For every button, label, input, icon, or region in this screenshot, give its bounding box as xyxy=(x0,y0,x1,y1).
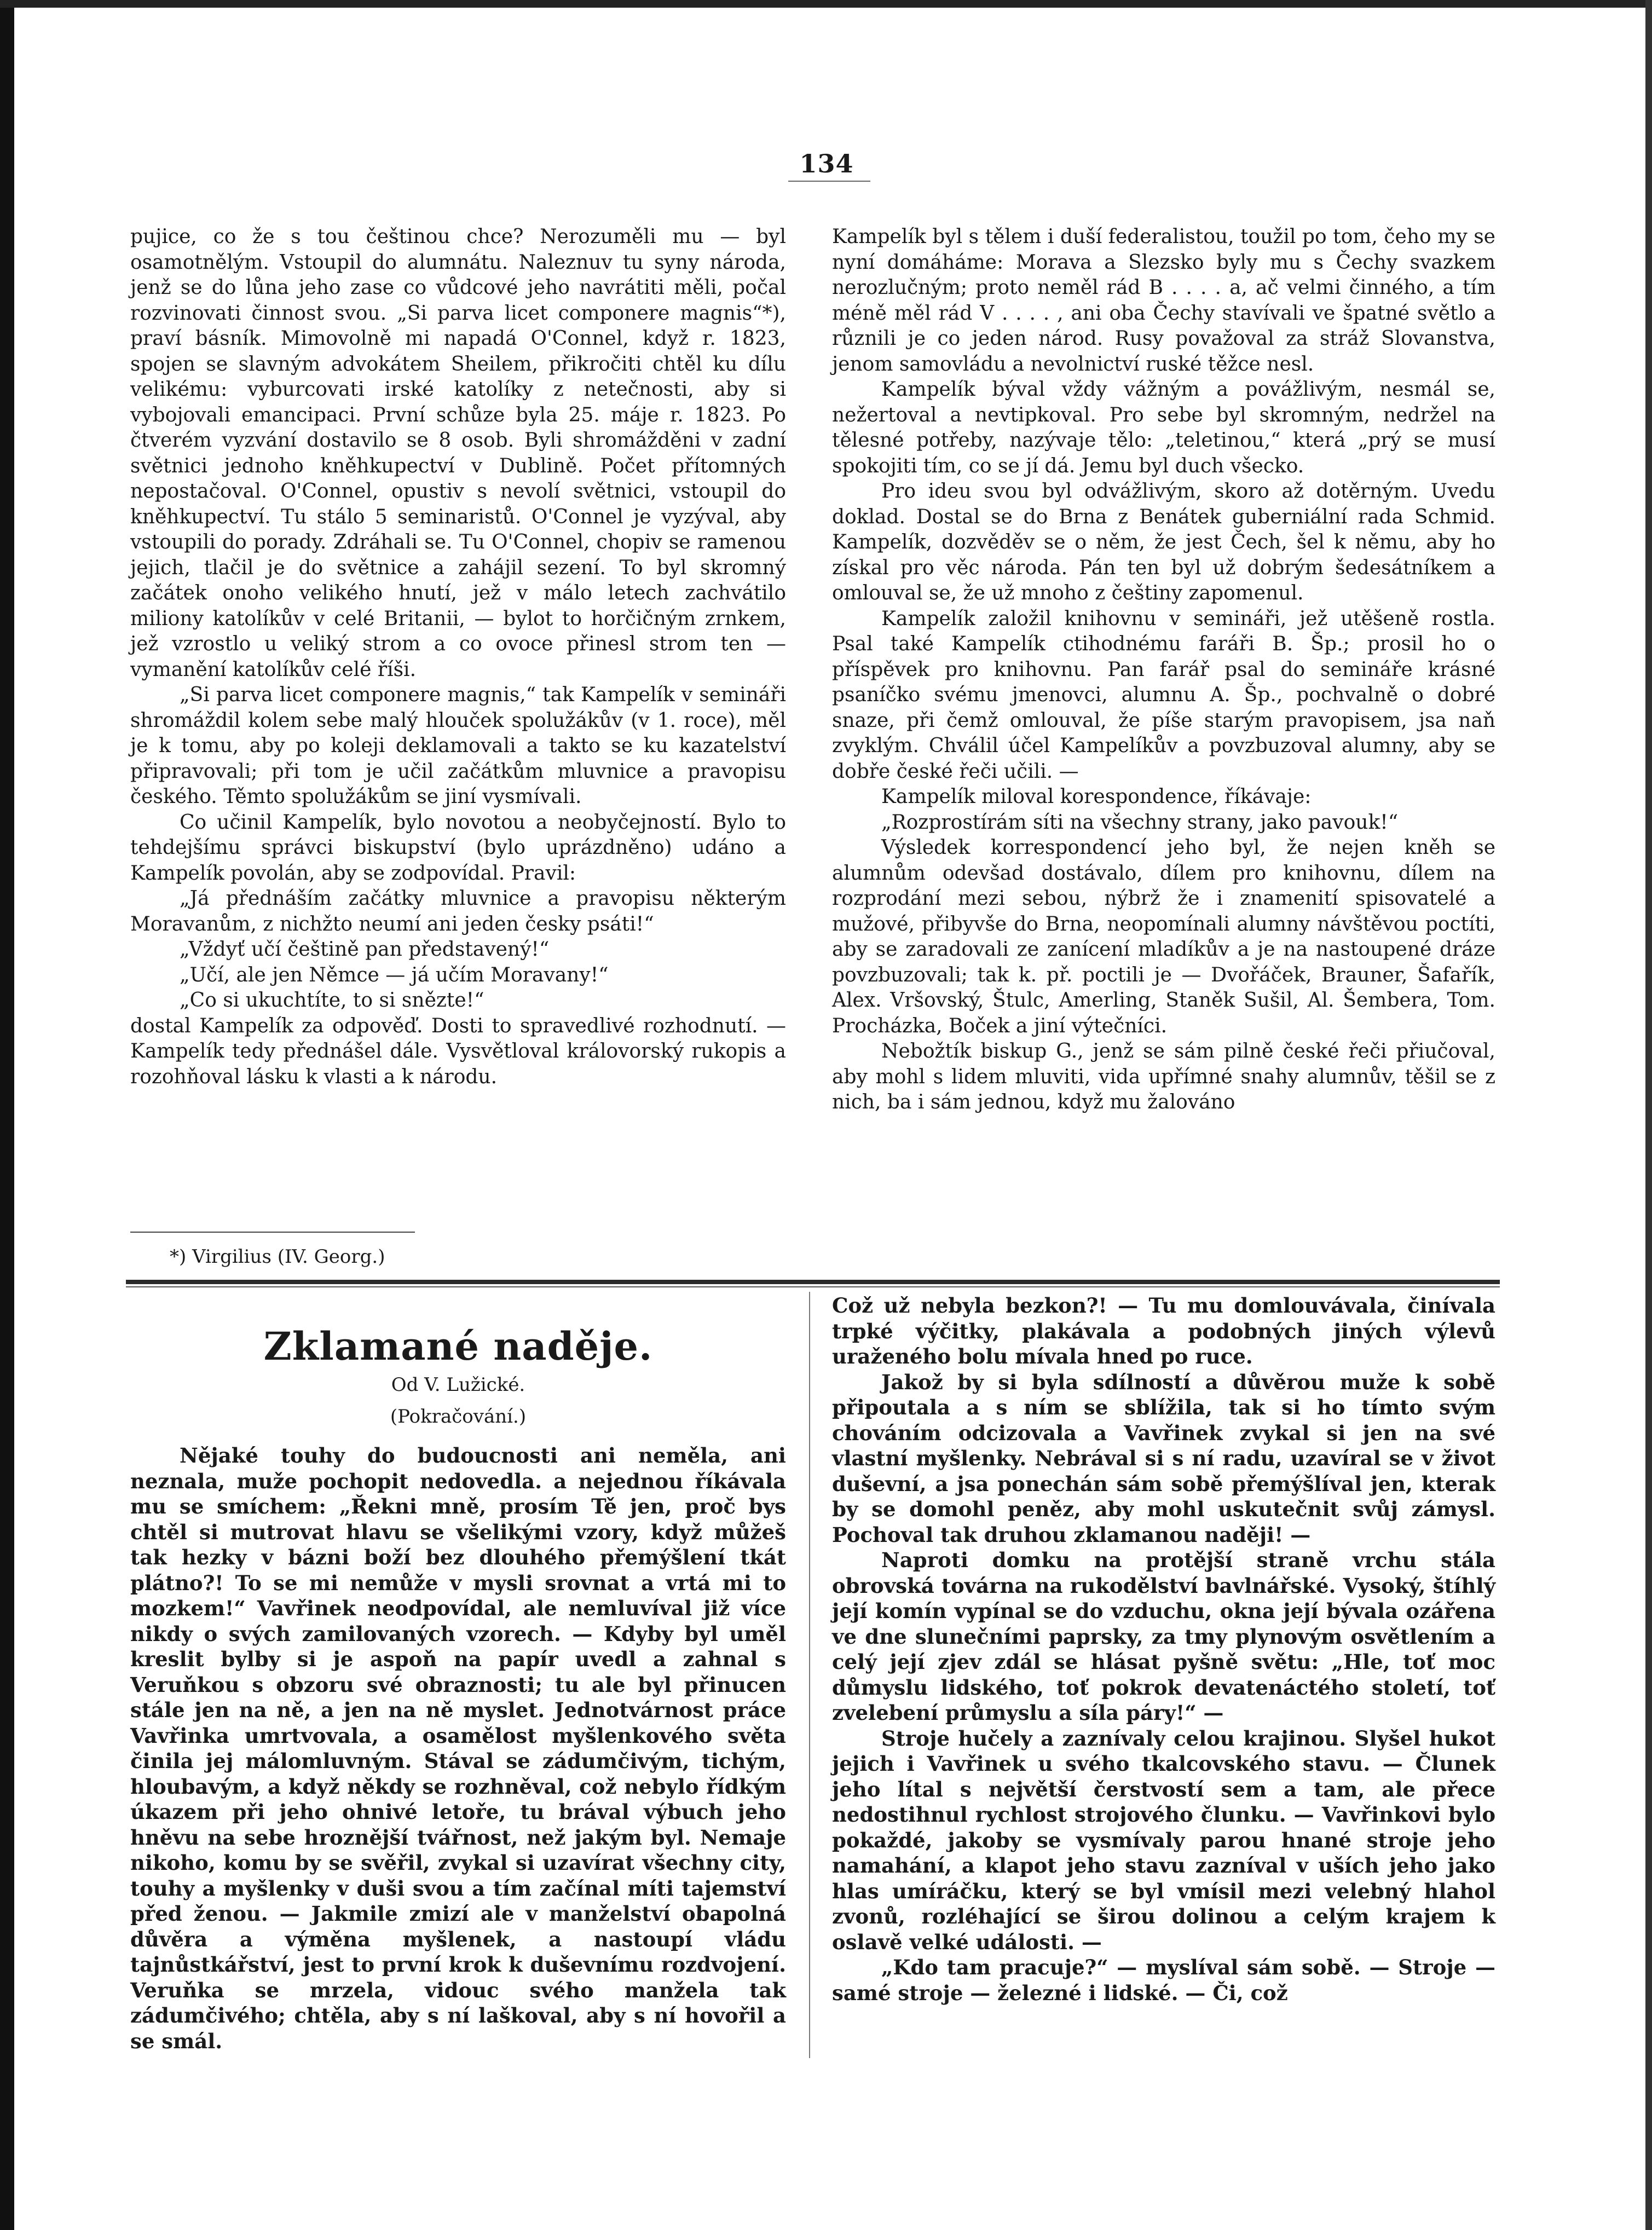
paragraph: „Učí, ale jen Němce — já učím Moravany!“ xyxy=(180,963,609,986)
section-divider xyxy=(126,1280,1500,1284)
bottom-left-column xyxy=(130,1443,786,2054)
paragraph: Co učinil Kampelík, bylo novotou a neobyčejností. Bylo to tehdejšímu správci biskupství (bylo uprázdněno) udáno a Kampelík povolán, aby se zodpovídal. Pravil: xyxy=(130,811,786,885)
story-title: Zklamané naděje. xyxy=(263,1324,653,1369)
story-continuation-note: (Pokračování.) xyxy=(390,1406,527,1428)
section-divider-thin xyxy=(126,1286,1500,1287)
column-divider xyxy=(809,1292,810,2058)
story-author: Od V. Lužické. xyxy=(391,1374,525,1396)
scan-edge-left xyxy=(0,0,14,2230)
bottom-right-column xyxy=(832,1293,1495,2006)
paragraph: „Já přednáším začátky mluvnice a pravopisu některým Moravanům, z nichžto neumí ani jeden česky psáti!“ xyxy=(130,887,786,935)
scan-edge-top xyxy=(0,0,1652,8)
paragraph: Což už nebyla bezkon?! — Tu mu domlouvávala, činívala trpké výčitky, plakávala a podobných jiných výlevů uraženého bolu mívala hned po ruce. xyxy=(832,1293,1495,1368)
page-number: 134 xyxy=(799,149,854,178)
paragraph: Kampelík založil knihovnu v semináři, jež utěšeně rostla. Psal také Kampelík ctihodnému faráři B. Šp.; prosil ho o příspěvek pro knihovnu. Pan farář psal do semináře krásné psaníčko svému jmenovci, alumnu A. Šp., pochvalně o dobré snaze, při čemž omlouval, že píše starým pravopisem, jsa naň zvyklým. Chválil účel Kampelíkův a povzbuzoval alumny, aby se dobře české řeči učili. — xyxy=(832,607,1495,783)
footnote: *) Virgilius (IV. Georg.) xyxy=(170,1246,385,1268)
paragraph: pujice, co že s tou češtinou chce? Nerozuměli mu — byl osamotnělým. Vstoupil do alumnátu. Naleznuv tu syny národa, jenž se do lůna jeho zase co vůdcové jeho navrátiti měli, počal rozvinovati činnost svou. „Si parva licet componere magnis“*), praví básník. Mimovolně mi napadá O'Connel, když r. 1823, spojen se slavným advokátem Sheilem, přikročiti chtěl ku dílu velikému: vyburcovati irské katolíky z netečnosti, aby si vybojovali emancipaci. První schůze byla 25. máje r. 1823. Po čtverém vyzvání dostavilo se 8 osob. Byli shromážděni v zadní světnici jednoho kněhkupectví v Dublině. Počet přítomných nepostačoval. O'Connel, opustiv s nevolí světnici, vstoupil do kněhkupectví. Tu stálo 5 seminaristů. O'Connel je vyzýval, aby vstoupili do porady. Zdráhali se. Tu O'Connel, chopiv se ramenou jejich, tlačil je do světnice a zahájil sezení. To byl skromný začátek onoho velikého hnutí, jež v málo letech zachvátilo miliony katolíkův v celé Britanii, — bylot to horčičným zrnkem, jež vzrostlo u veliký strom a co ovoce přinesl strom ten — vymanění katolíkův celé říši. xyxy=(130,226,786,681)
paragraph: „Vždyť učí češtině pan představený!“ xyxy=(180,938,550,961)
paragraph: „Kdo tam pracuje?“ — myslíval sám sobě. — Stroje — samé stroje — železné i lidské. — Či, což xyxy=(832,1955,1495,2005)
paragraph: dostal Kampelík za odpověď. Dosti to spravedlivé rozhodnutí. — Kampelík tedy přednášel dále. Vysvětloval královorský rukopis a rozohňoval lásku k vlasti a k národu. xyxy=(130,1014,786,1088)
scan-edge-right xyxy=(1645,0,1652,2230)
footnote-rule xyxy=(130,1232,415,1233)
paragraph: „Co si ukuchtíte, to si snězte!“ xyxy=(180,989,484,1012)
paragraph: „Si parva licet componere magnis,“ tak Kampelík v semináři shromáždil kolem sebe malý hlouček spolužákův (v 1. roce), měl je k tomu, aby po koleji deklamovali a takto se ku kazatelství připravovali; při tom je učil začátkům mluvnice a pravopisu českého. Těmto spolužákům se jiní vysmívali. xyxy=(130,684,786,808)
paragraph: Nějaké touhy do budoucnosti ani neměla, ani neznala, muže pochopit nedovedla. a nejednou říkávala mu se smíchem: „Řekni mně, prosím Tě jen, proč bys chtěl si mutrovat hlavu se všelikými vzory, když můžeš tak hezky v bázni boží bez dlouhého přemýšlení tkát plátno?! To se mi nemůže v mysli srovnat a vrtá mi to mozkem!“ Vavřinek neodpovídal, ale nemluvíval již více nikdy o svých zamilovaných vzorech. — Kdyby byl uměl kreslit bylby si je aspoň na papír uvedl a zahnal s Veruňkou s obzoru své obraznosti; tu ale byl přinucen stále jen na ně, a jen na ně myslet. Jednotvárnost práce Vavřinka umrtvovala, a osamělost myšlenkového světa činila jej málomluvným. Stával se zádumčivým, tichým, hloubavým, a když někdy se rozhněval, což nebylo řídkým úkazem při jeho ohnivé letoře, tu brával výbuch jeho hněvu na sebe hroznější tvářnost, než jakým byl. Nemaje nikoho, komu by se svěřil, zvykal si uzavírat všechny city, touhy a myšlenky v duši svou a tím začínal míti tajemství před ženou. — Jakmile zmizí ale v manželství obapolná důvěra a výměna myšlenek, a nastoupí vládu tajnůstkářství, jest to první krok k duševnímu rozdvojení. Veruňka se mrzela, vidouc svého manžela tak zádumčivého; chtěla, aby s ní laškoval, aby s ní hovořil a se smál. xyxy=(130,1443,786,2053)
top-right-column xyxy=(832,224,1495,1116)
paragraph: Naproti domku na protější straně vrchu stála obrovská továrna na rukodělství bavlnářské. Vysoký, štíhlý její komín vypínal se do vzduchu, okna její bývala ozářena ve dne slunečními paprsky, za tmy plynovým osvětlením a celý její zjev zdál se hlásat pyšně světu: „Hle, toť moc důmyslu lidského, toť pokrok devatenáctého století, toť zvelebení průmyslu a síla páry!“ — xyxy=(832,1548,1495,1725)
paragraph: Nebožtík biskup G., jenž se sám pilně české řeči přiučoval, aby mohl s lidem mluviti, vida upřímné snahy alumnův, těšil se z nich, ba i sám jednou, když mu žalováno xyxy=(832,1040,1495,1113)
paragraph: Jakož by si byla sdílností a důvěrou muže k sobě připoutala a s ním se sblížila, tak si ho tímto svým chováním odcizovala a Vavřinek zvykal si jen na své vlastní myšlenky. Nebrával si s ní radu, uzavíral se v život duševní, a jsa ponechán sám sobě přemýšlíval jen, kterak by se domohl peněz, aby mohl uskutečnit svůj zámysl. Pochoval tak druhou zklamanou naději! — xyxy=(832,1370,1495,1547)
top-left-column xyxy=(130,224,786,1090)
paragraph: Výsledek korrespondencí jeho byl, že nejen kněh se alumnům odevšad dostávalo, dílem pro knihovnu, dílem na rozprodání mezi sebou, nýbrž že i znamenití spisovatelé a mužové, přibyvše do Brna, neopomínali alumny návštěvou poctíti, aby se zaradovali ze zanícení mladíkův a je na nastoupené dráze povzbuzovali; tak k. př. poctili je — Dvořáček, Brauner, Šafařík, Alex. Vršovský, Štulc, Amerling, Staněk Sušil, Al. Šembera, Tom. Procházka, Boček a jiní výtečníci. xyxy=(832,836,1495,1037)
paragraph: Kampelík býval vždy vážným a povážlivým, nesmál se, nežertoval a nevtipkoval. Pro sebe byl skromným, nedržel na tělesné potřeby, nazývaje tělo: „teletinou,“ která „prý se musí spokojiti tím, co se jí dá. Jemu byl duch všecko. xyxy=(832,378,1495,477)
paragraph: Stroje hučely a zaznívaly celou krajinou. Slyšel hukot jejich i Vavřinek u svého tkalcovského stavu. — Člunek jeho lítal s největší čerstvostí sem a tam, ale přece nedostihnul rychlost strojového člunku. — Vavřinkovi bylo pokaždé, jakoby se vysmívaly parou hnané stroje jeho namahání, a klapot jeho stavu zazníval v uších jeho jako hlas umíráčku, který se byl vmísil mezi velebný hlahol zvonů, rozléhající se širou dolinou a celým krajem k oslavě velké události. — xyxy=(832,1726,1495,1954)
paragraph: „Rozprostírám síti na všechny strany, jako pavouk!“ xyxy=(881,811,1399,834)
paragraph: Pro ideu svou byl odvážlivým, skoro až dotěrným. Uvedu doklad. Dostal se do Brna z Benátek guberniální rada Schmid. Kampelík, dozvěděv se o něm, že jest Čech, šel k němu, aby ho získal pro věc národa. Pán ten byl už dobrým šedesátníkem a omlouval se, že už mnoho z češtiny zapomenul. xyxy=(832,480,1495,604)
paragraph: Kampelík miloval korespondence, říkávaje: xyxy=(881,785,1312,808)
page-number-rule xyxy=(788,181,870,182)
paragraph: Kampelík byl s tělem i duší federalistou, toužil po tom, čeho my se nyní domáháme: Morava a Slezsko byly mu s Čechy svazkem nerozlučným; proto neměl rád B . . . . a, ač velmi činného, a tím méně měl rád V . . . . , ani oba Čechy stavívali ve špatné světlo a různili je co jeden národ. Rusy považoval za stráž Slovanstva, jenom samovládu a nevolnictví ruské těžce nesl. xyxy=(832,226,1495,375)
